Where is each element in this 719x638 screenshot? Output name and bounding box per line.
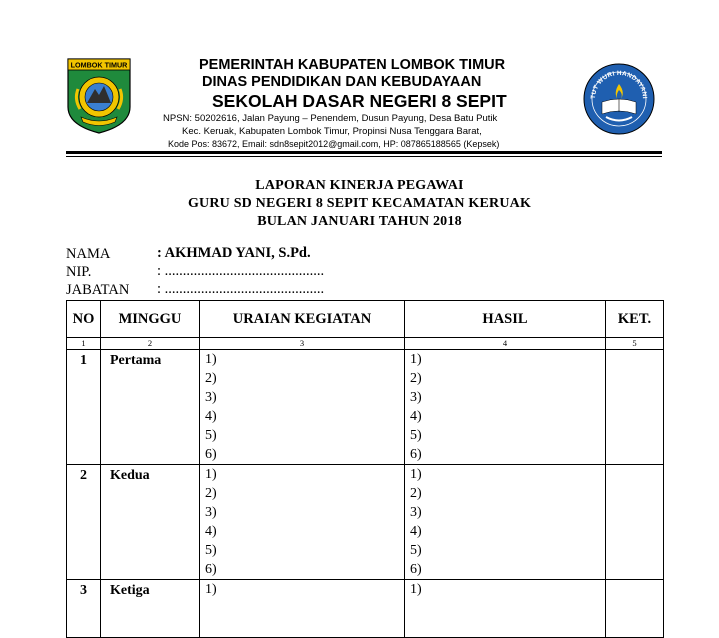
list-item: 1) xyxy=(410,352,422,367)
tut-wuri-handayani-label: TUT WURI HANDAYANI xyxy=(589,69,649,100)
list-item: 1) xyxy=(410,467,422,482)
row-minggu: Ketiga xyxy=(101,580,200,638)
row-no: 1 xyxy=(67,350,101,465)
list-item: 2) xyxy=(205,371,217,386)
list-item: 6) xyxy=(410,447,422,462)
list-item: 5) xyxy=(205,543,217,558)
header-divider-thick xyxy=(66,151,662,154)
row-minggu: Pertama xyxy=(101,350,200,465)
report-period: BULAN JANUARI TAHUN 2018 xyxy=(257,214,462,229)
list-item: 3) xyxy=(410,390,422,405)
header-address-line-1: NPSN: 50202616, Jalan Payung – Penendem, Dusun Payung, Desa Batu Putik xyxy=(163,113,498,124)
list-item: 5) xyxy=(205,428,217,443)
column-number: 4 xyxy=(405,338,606,350)
nip-label: NIP. xyxy=(66,264,92,280)
list-item: 4) xyxy=(410,409,422,424)
list-item: 6) xyxy=(205,447,217,462)
list-item: 4) xyxy=(410,524,422,539)
table-header-row xyxy=(67,301,664,338)
row-ket xyxy=(606,580,664,638)
header-department: DINAS PENDIDIKAN DAN KEBUDAYAAN xyxy=(202,74,482,90)
table-row xyxy=(67,465,664,580)
header-hasil: HASIL xyxy=(405,301,606,338)
nip-value: : ............................................ xyxy=(157,263,325,279)
column-number: 5 xyxy=(606,338,664,350)
column-number: 3 xyxy=(200,338,405,350)
column-number-row xyxy=(67,338,664,350)
list-item: 1) xyxy=(205,467,217,482)
column-number: 1 xyxy=(67,338,101,350)
row-hasil xyxy=(405,350,606,465)
list-item: 2) xyxy=(205,486,217,501)
list-item: 1) xyxy=(410,582,422,597)
list-item: 6) xyxy=(205,562,217,577)
row-minggu: Kedua xyxy=(101,465,200,580)
tut-wuri-handayani-logo xyxy=(582,62,656,136)
row-hasil xyxy=(405,465,606,580)
list-item: 4) xyxy=(205,524,217,539)
row-uraian xyxy=(200,580,405,638)
header-ket: KET. xyxy=(606,301,664,338)
row-ket xyxy=(606,465,664,580)
column-number: 2 xyxy=(101,338,200,350)
row-uraian xyxy=(200,350,405,465)
list-item: 3) xyxy=(205,505,217,520)
lombok-timur-logo-label: LOMBOK TIMUR xyxy=(70,60,128,70)
list-item: 2) xyxy=(410,371,422,386)
report-subtitle: GURU SD NEGERI 8 SEPIT KECAMATAN KERUAK xyxy=(187,196,532,211)
list-item: 3) xyxy=(410,505,422,520)
row-ket xyxy=(606,350,664,465)
row-hasil xyxy=(405,580,606,638)
row-no: 2 xyxy=(67,465,101,580)
list-item: 3) xyxy=(205,390,217,405)
row-no: 3 xyxy=(67,580,101,638)
list-item: 1) xyxy=(205,582,217,597)
header-address-line-3: Kode Pos: 83672, Email: sdn8sepit2012@gmail.com, HP: 087865188565 (Kepsek) xyxy=(168,139,500,149)
header-no: NO xyxy=(67,301,101,338)
header-uraian-kegiatan: URAIAN KEGIATAN xyxy=(200,301,405,338)
table-row xyxy=(67,350,664,465)
jabatan-value: : ............................................ xyxy=(157,281,325,297)
header-address-line-2: Kec. Keruak, Kabupaten Lombok Timur, Propinsi Nusa Tenggara Barat, xyxy=(182,126,482,137)
header-divider-thin xyxy=(66,156,662,157)
list-item: 6) xyxy=(410,562,422,577)
kinerja-table xyxy=(66,300,664,638)
list-item: 1) xyxy=(205,352,217,367)
header-minggu: MINGGU xyxy=(101,301,200,338)
jabatan-label: JABATAN xyxy=(66,282,130,298)
row-uraian xyxy=(200,465,405,580)
list-item: 2) xyxy=(410,486,422,501)
nama-value: : AKHMAD YANI, S.Pd. xyxy=(157,245,311,261)
report-title: LAPORAN KINERJA PEGAWAI xyxy=(255,178,464,193)
header-school-name: SEKOLAH DASAR NEGERI 8 SEPIT xyxy=(212,91,507,111)
list-item: 4) xyxy=(205,409,217,424)
list-item: 5) xyxy=(410,428,422,443)
nama-label: NAMA xyxy=(66,246,111,262)
lombok-timur-logo xyxy=(64,55,134,135)
table-row xyxy=(67,580,664,638)
list-item: 5) xyxy=(410,543,422,558)
header-government: PEMERINTAH KABUPATEN LOMBOK TIMUR xyxy=(199,57,506,73)
